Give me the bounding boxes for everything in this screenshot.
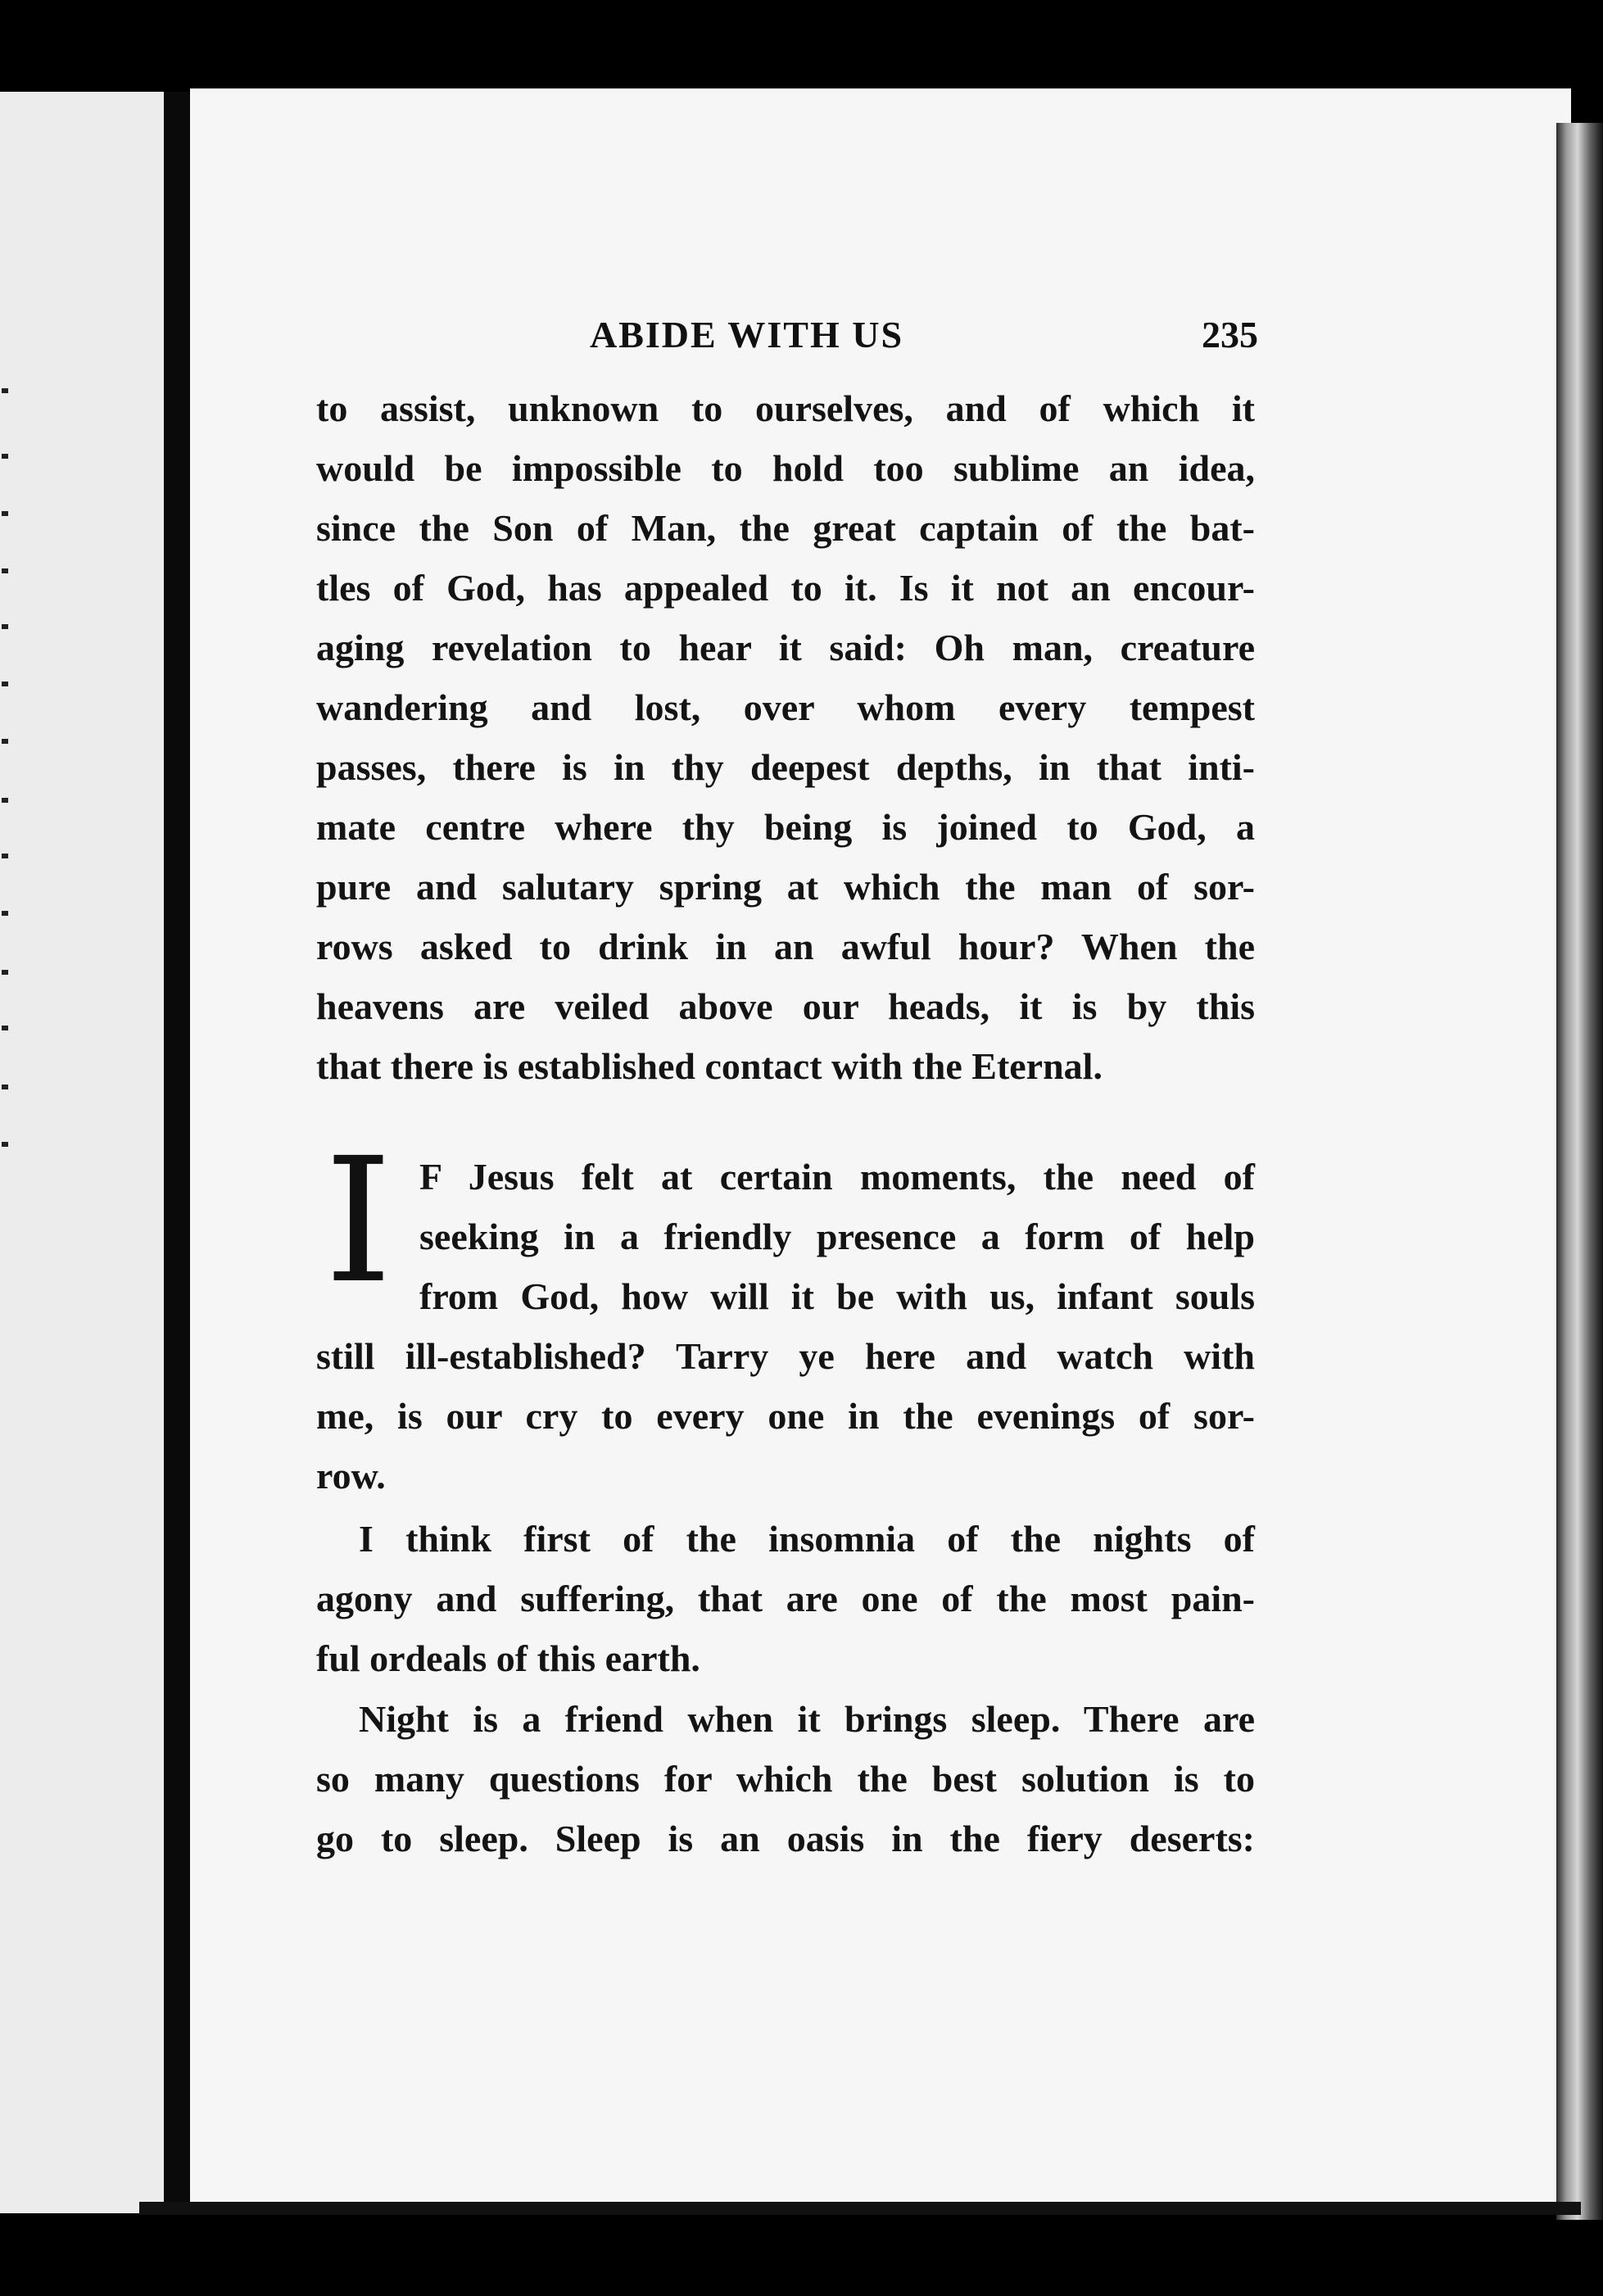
text-line: Night is a friend when it brings sleep. There are: [359, 1698, 1255, 1740]
page-edge-bottom: [139, 2202, 1581, 2215]
text-line: rows asked to drink in an awful hour? When the: [316, 926, 1255, 967]
margin-mark: [2, 1026, 8, 1030]
running-title: ABIDE WITH US: [590, 314, 904, 355]
text-line: wandering and lost, over whom every tempest: [316, 686, 1255, 728]
text-line: passes, there is in thy deepest depths, in that inti-: [316, 746, 1255, 788]
text-line: would be impossible to hold too sublime an idea,: [316, 447, 1255, 489]
text-line: so many questions for which the best solution is to: [316, 1758, 1255, 1800]
paragraph-insomnia: [316, 1509, 1255, 1688]
page-edge-right: [1556, 123, 1603, 2220]
text-line: I think first of the insomnia of the nights of: [359, 1518, 1255, 1560]
text-line: aging revelation to hear it said: Oh man, creature: [316, 627, 1255, 668]
text-line: seeking in a friendly presence a form of help: [419, 1216, 1255, 1257]
text-line: me, is our cry to every one in the evenings of sor-: [316, 1395, 1255, 1437]
text-line: go to sleep. Sleep is an oasis in the fiery deserts:: [316, 1818, 1255, 1859]
text-line: ful ordeals of this earth.: [316, 1637, 700, 1679]
margin-mark: [2, 970, 8, 975]
margin-mark: [2, 511, 8, 516]
book-spine: [164, 92, 193, 2213]
text-line: still ill-established? Tarry ye here and watch with: [316, 1335, 1255, 1377]
text-line: F Jesus felt at certain moments, the need of: [419, 1156, 1255, 1198]
margin-mark: [2, 798, 8, 803]
text-line: row.: [316, 1455, 386, 1497]
paragraph-night: [316, 1689, 1255, 1868]
page-header: [590, 313, 1258, 362]
margin-mark: [2, 854, 8, 858]
text-line: tles of God, has appealed to it. Is it not an encour-: [316, 567, 1255, 609]
margin-mark: [2, 454, 8, 459]
facing-page-edge: [0, 92, 174, 2213]
margin-mark: [2, 624, 8, 629]
margin-mark: [2, 739, 8, 744]
text-line: heavens are veiled above our heads, it is by this: [316, 985, 1255, 1027]
margin-mark: [2, 911, 8, 916]
text-line: since the Son of Man, the great captain of the bat-: [316, 507, 1255, 549]
drop-cap: I: [324, 1121, 392, 1321]
drop-cap-lines: [419, 1147, 1255, 1326]
text-line: mate centre where thy being is joined to God, a: [316, 806, 1255, 848]
margin-mark: [2, 388, 8, 393]
text-line: agony and suffering, that are one of the most pain-: [316, 1578, 1255, 1619]
margin-mark: [2, 568, 8, 573]
paragraph-continued: [316, 378, 1255, 1096]
margin-mark: [2, 1142, 8, 1147]
paragraph-jesus: [316, 1326, 1255, 1506]
margin-mark: [2, 682, 8, 686]
text-line: to assist, unknown to ourselves, and of which it: [316, 387, 1255, 429]
text-line: that there is established contact with the Eternal.: [316, 1045, 1103, 1087]
page-number: 235: [1202, 314, 1258, 355]
text-line: from God, how will it be with us, infant souls: [419, 1275, 1255, 1317]
text-line: pure and salutary spring at which the man of sor-: [316, 866, 1255, 908]
margin-mark: [2, 1085, 8, 1089]
